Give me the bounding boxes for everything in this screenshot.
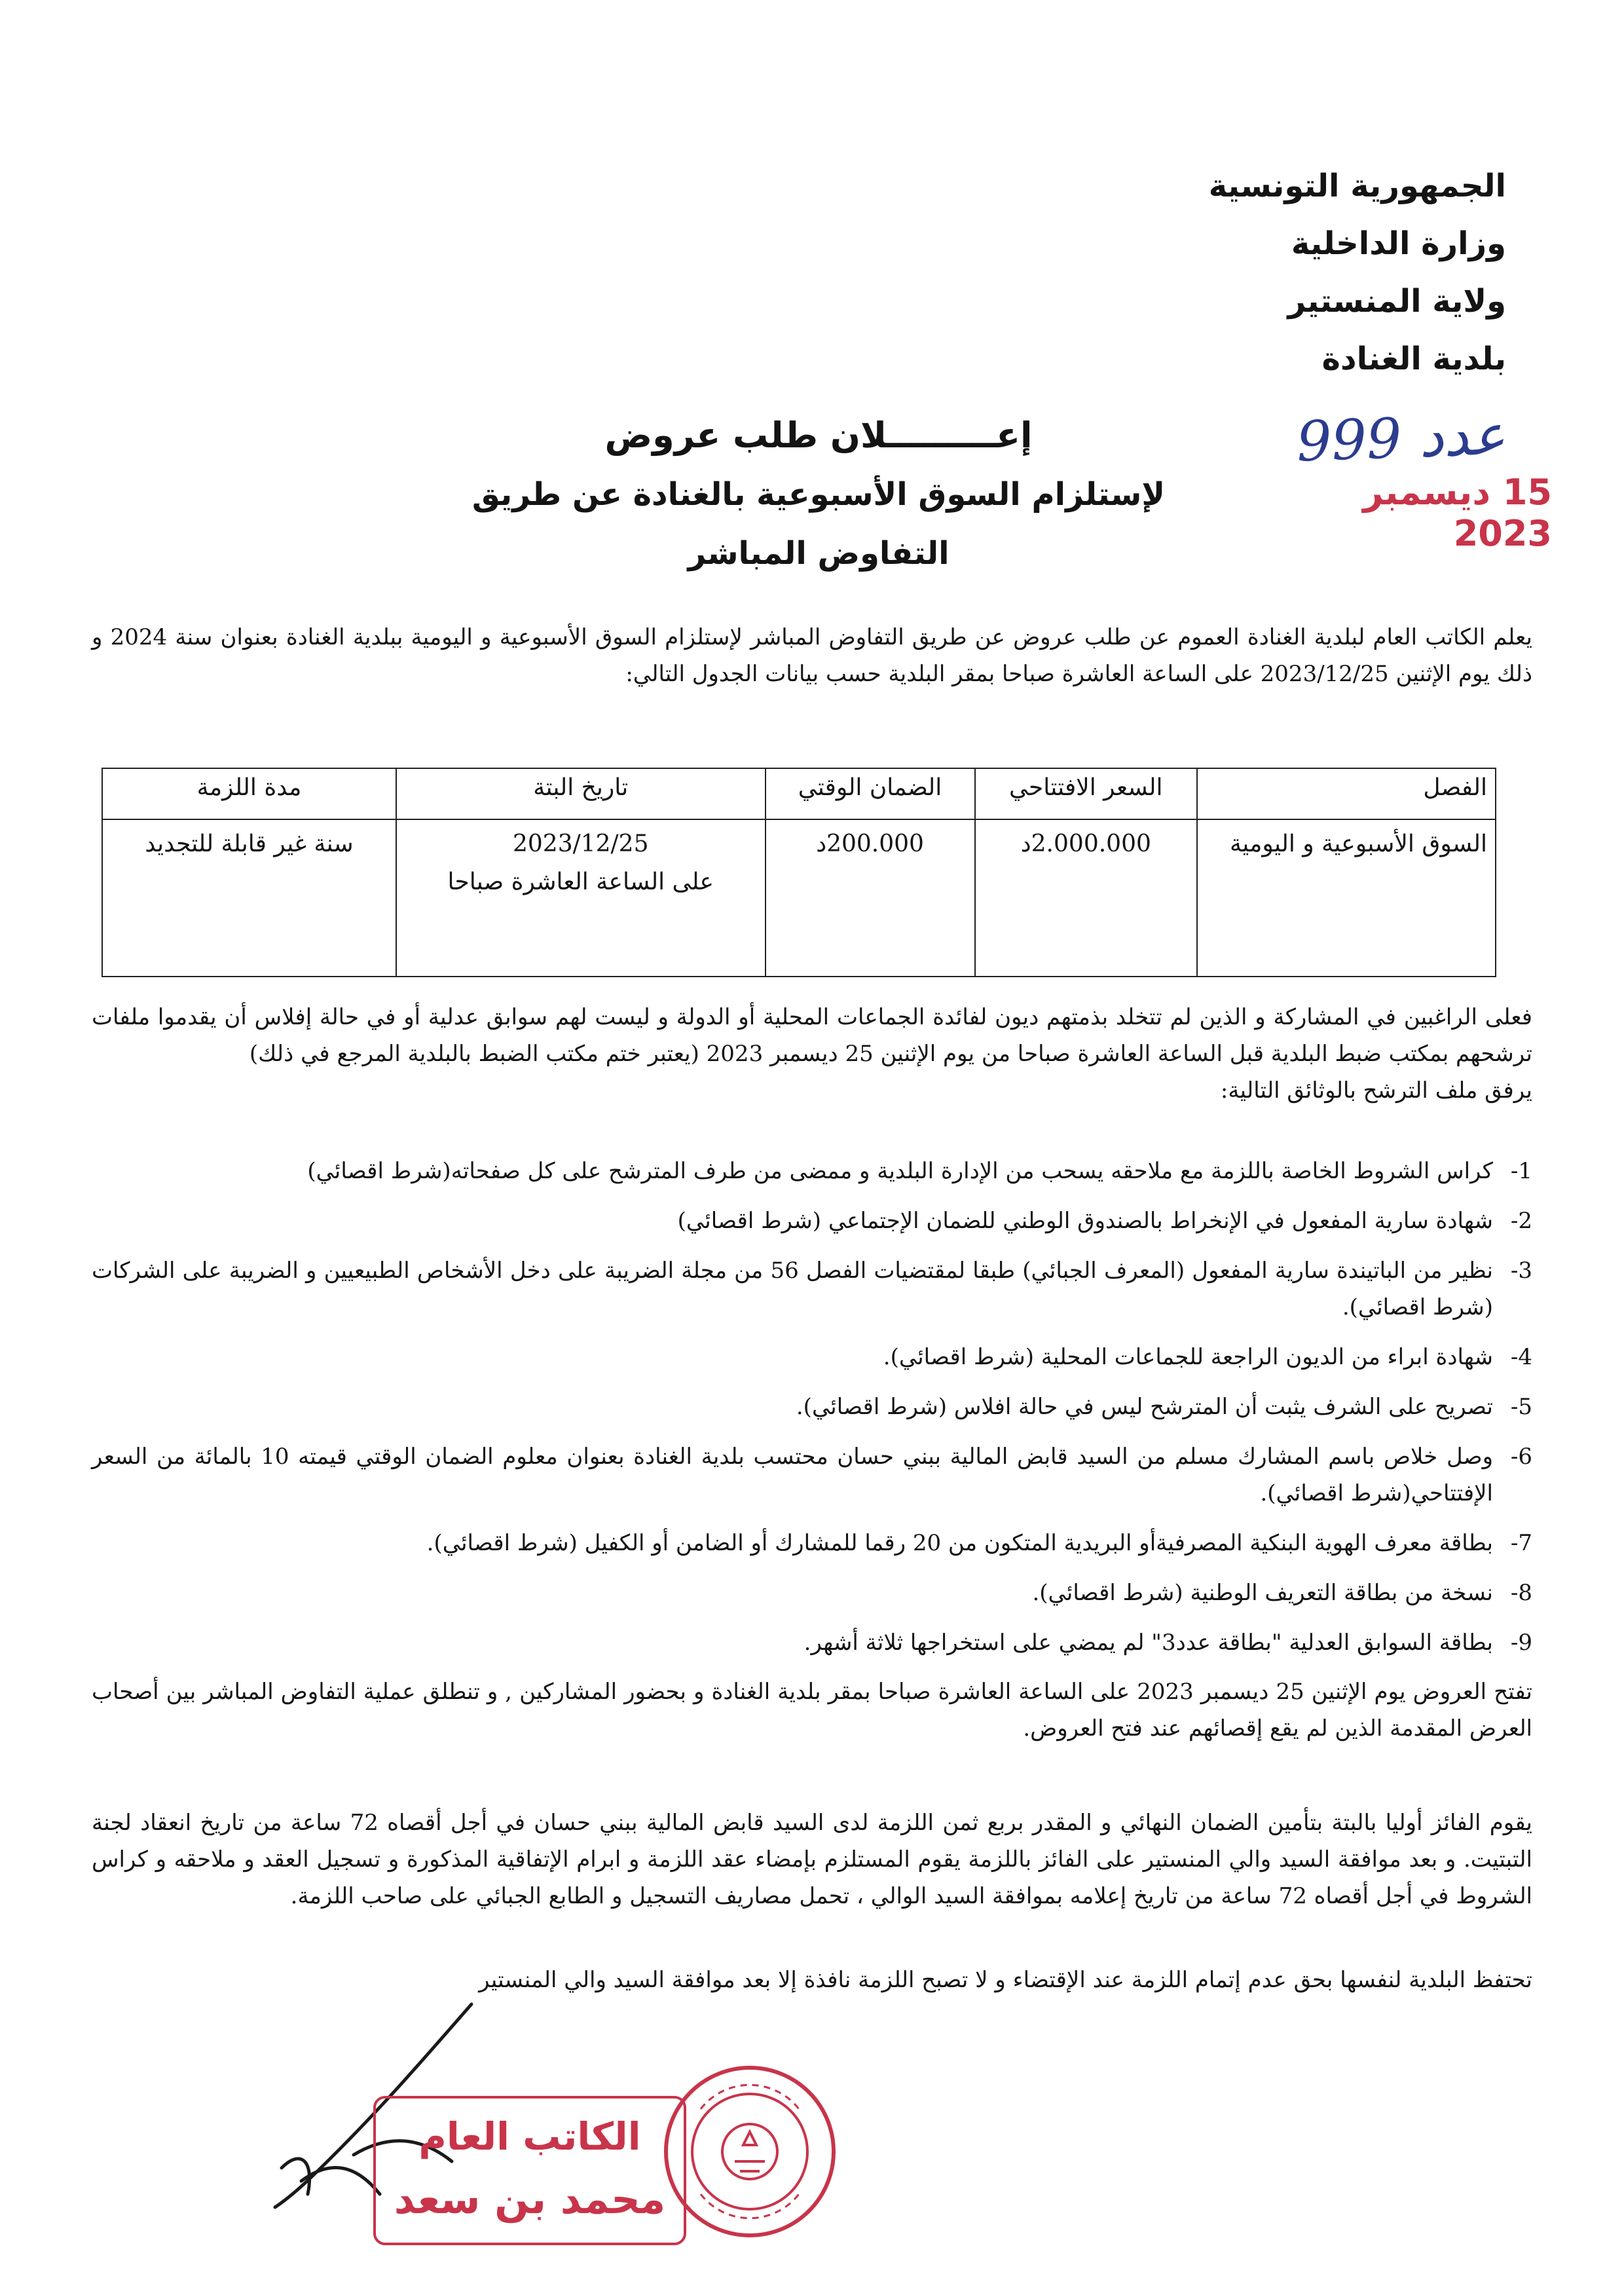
intro-paragraph: يعلم الكاتب العام لبلدية الغنادة العموم عن طلب عروض عن طريق التفاوض المباشر لإستلزام السوق الأسبوعية و اليومية ببلدية الغنادة بعنوان سنة 2024 و ذلك يوم الإثنين 2023/12/25 على الساعة العاشرة صباحا بمقر البلدية حسب بيانات الجدول التالي: — [92, 624, 1532, 687]
list-item: وصل خلاص باسم المشارك مسلم من السيد قابض المالية ببني حسان محتسب بلدية الغنادة بعنوان معلوم الضمان الوقتي قيمته 10 بالمائة من السعر الإفتتاحي(شرط اقصائي). — [92, 1444, 1493, 1506]
header-line-municipality: بلدية الغنادة — [1321, 341, 1506, 377]
letterhead — [1048, 157, 1506, 388]
eligibility-text: فعلى الراغبين في المشاركة و الذين لم تتخلد بذمتهم ديون لفائدة الجماعات المحلية أو الدولة و ليست لهم سوابق عدلية أو في حالة إفلاس أن يقدموا ملفات ترشحهم بمكتب ضبط البلدية قبل الساعة العاشرة صباحا من يوم الإثنين 25 ديسمبر 2023 (يعتبر ختم مكتب الضبط بالبلدية المرجع في ذلك) — [92, 1004, 1532, 1067]
stamp-name: محمد بن سعد — [394, 2175, 666, 2223]
winner-paragraph: يقوم الفائز أوليا بالبتة بتأمين الضمان النهائي و المقدر بربع ثمن اللزمة لدى السيد قابض المالية ببني حسان في أجل أقصاه 72 ساعة من تاريخ انعقاد لجنة التبتيت. و بعد موافقة السيد والي المنستير على الفائز باللزمة يقوم المستلزم بإمضاء عقد اللزمة و ابرام الإتفاقية المذكورة و تسجيل العقد و ملاحقه و كراس الشروط في أجل أقصاه 72 ساعة من تاريخ إعلامه بموافقة السيد الوالي ، تحمل مصاريف التسجيل و الطابع الجبائي على صاحب اللزمة. — [92, 1810, 1532, 1909]
cell-auction-date-day: 2023/12/25 — [512, 830, 649, 857]
cell-opening-price: 2.000.000د — [975, 819, 1197, 977]
th-season: الفصل — [1197, 768, 1496, 819]
cell-auction-date-time: على الساعة العاشرة صباحا — [447, 868, 714, 895]
municipal-seal-icon — [661, 2063, 838, 2240]
cell-season: السوق الأسبوعية و اليومية — [1197, 819, 1496, 977]
header-line-ministry: وزارة الداخلية — [1291, 225, 1506, 262]
list-item: تصريح على الشرف يثبت أن المترشح ليس في حالة افلاس (شرط اقصائي). — [796, 1394, 1493, 1420]
header-line-republic: الجمهورية التونسية — [1208, 168, 1506, 204]
announcement-subtitle: لإستلزام السوق الأسبوعية بالغنادة عن طريق التفاوض المباشر — [471, 476, 1166, 572]
list-item: شهادة ابراء من الديون الراجعة للجماعات المحلية (شرط اقصائي). — [883, 1344, 1493, 1370]
eligibility-paragraph — [92, 999, 1532, 1109]
announcement-title-block — [458, 406, 1179, 583]
cell-concession-duration: سنة غير قابلة للتجديد — [102, 819, 396, 977]
stamp-title: الكاتب العام — [418, 2114, 641, 2159]
th-temporary-guarantee: الضمان الوقتي — [766, 768, 975, 819]
list-item: شهادة سارية المفعول في الإنخراط بالصندوق الوطني للضمان الإجتماعي (شرط اقصائي) — [677, 1208, 1493, 1234]
cell-temporary-guarantee: 200.000د — [766, 819, 975, 977]
th-auction-date: تاريخ البتة — [396, 768, 766, 819]
th-concession-duration: مدة اللزمة — [102, 768, 396, 819]
list-item: بطاقة السوابق العدلية "بطاقة عدد3" لم يمضي على استخراجها ثلاثة أشهر. — [803, 1630, 1493, 1656]
reservation-paragraph: تحتفظ البلدية لنفسها بحق عدم إتمام اللزمة عند الإقتضاء و لا تصبح اللزمة نافذة إلا بعد موافقة السيد والي المنستير — [479, 1967, 1532, 1993]
header-line-governorate: ولاية المنستير — [1287, 283, 1506, 320]
list-item: نظير من الباتيندة سارية المفعول (المعرف الجبائي) طبقا لمقتضيات الفصل 56 من مجلة الضريبة على دخل الأشخاص الطبيعيين و الضريبة على الشركات (شرط اقصائي). — [92, 1258, 1494, 1320]
reference-number: عدد 999 — [1295, 402, 1507, 474]
list-item: بطاقة معرف الهوية البنكية المصرفيةأو البريدية المتكون من 20 رقما للمشارك أو الضامن أو الكفيل (شرط اقصائي). — [426, 1530, 1493, 1556]
bid-table — [101, 768, 1496, 977]
list-item: كراس الشروط الخاصة باللزمة مع ملاحقه يسحب من الإدارة البلدية و ممضى من طرف المترشح على كل صفحاته(شرط اقصائي) — [307, 1158, 1493, 1184]
table-header-row — [102, 768, 1496, 819]
announcement-title: إعـــــــــلان طلب عروض — [604, 415, 1033, 456]
documents-intro: يرفق ملف الترشح بالوثائق التالية: — [1220, 1077, 1532, 1104]
th-opening-price: السعر الافتتاحي — [975, 768, 1197, 819]
reference-date: 15 ديسمبر 2023 — [1363, 472, 1552, 554]
secretary-general-stamp — [373, 2096, 686, 2245]
table-row — [102, 819, 1496, 977]
list-item: نسخة من بطاقة التعريف الوطنية (شرط اقصائي). — [1032, 1580, 1493, 1606]
documents-list — [92, 1153, 1532, 1674]
opening-paragraph: تفتح العروض يوم الإثنين 25 ديسمبر 2023 على الساعة العاشرة صباحا بمقر بلدية الغنادة و بحضور المشاركين , و تنطلق عملية التفاوض المباشر بين أصحاب العرض المقدمة الذين لم يقع إقصائهم عند فتح العروض. — [92, 1679, 1532, 1742]
reference-block — [1277, 393, 1552, 554]
cell-auction-date — [396, 819, 766, 977]
